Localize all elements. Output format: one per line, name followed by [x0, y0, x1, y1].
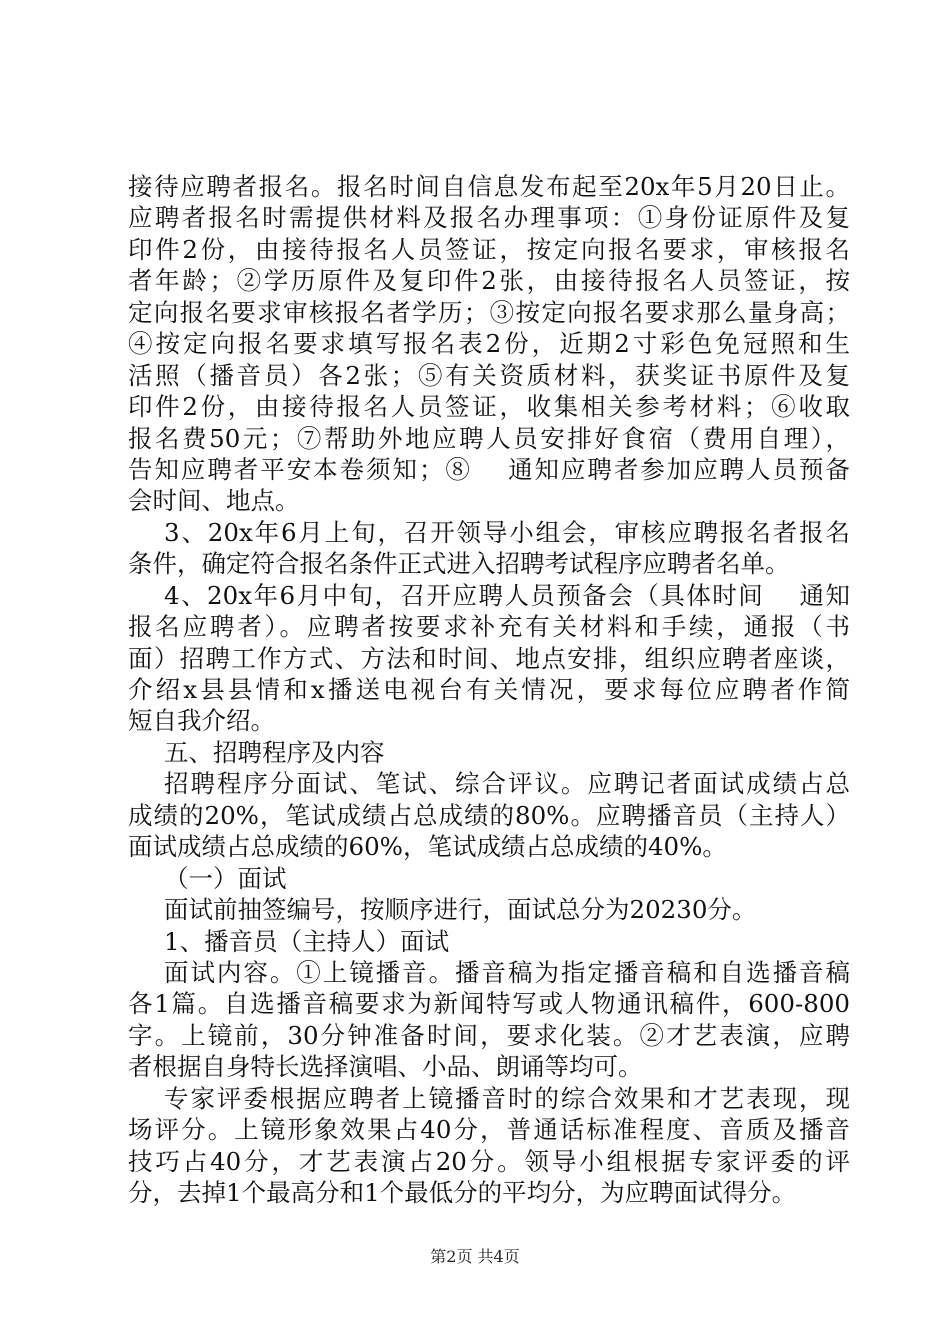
text-line: 报名应聘者）。应聘者按要求补充有关材料和手续，通报（书 [128, 612, 850, 642]
text-line: 4、20x年6月中旬，召开应聘人员预备会（具体时间 通知 [164, 580, 850, 610]
text-line: 场评分。上镜形象效果占40分，普通话标准程度、音质及播音 [128, 1115, 850, 1145]
document-body [128, 171, 850, 1208]
text-line: 条件，确定符合报名条件正式进入招聘考试程序应聘者名单。 [128, 549, 790, 579]
text-line: 成绩的20%，笔试成绩占总成绩的80%。应聘播音员（主持人） [128, 800, 850, 830]
text-line: 五、招聘程序及内容 [164, 737, 385, 767]
text-line: ④按定向报名要求填写报名表2份，近期2寸彩色免冠照和生 [128, 329, 850, 359]
text-line: 应聘者报名时需提供材料及报名办理事项：①身份证原件及复 [128, 203, 850, 233]
text-line: （一）面试 [164, 863, 287, 893]
paragraph [128, 863, 850, 894]
text-line: 分，去掉1个最高分和1个最低分的平均分，为应聘面试得分。 [128, 1178, 797, 1207]
text-line: 专家评委根据应聘者上镜播音时的综合效果和才艺表现，现 [164, 1083, 850, 1113]
paragraph [128, 768, 850, 862]
paragraph [128, 580, 850, 737]
paragraph [128, 1083, 850, 1209]
text-line: 字。上镜前，30分钟准备时间，要求化装。②才艺表演，应聘 [128, 1020, 850, 1050]
paragraph [128, 171, 850, 517]
text-line: 各1篇。自选播音稿要求为新闻特写或人物通讯稿件，600-800 [128, 989, 850, 1019]
text-line: 印件2份，由接待报名人员签证，按定向报名要求，审核报名 [128, 234, 850, 264]
text-line: 技巧占40分，才艺表演占20分。领导小组根据专家评委的评 [128, 1146, 850, 1176]
text-line: 会时间、地点。 [128, 486, 300, 516]
text-line: 招聘程序分面试、笔试、综合评议。应聘记者面试成绩占总 [164, 769, 850, 799]
text-line: 者根据自身特长选择演唱、小品、朗诵等均可。 [128, 1052, 643, 1082]
text-line: 者年龄；②学历原件及复印件2张，由接待报名人员签证，按 [128, 266, 850, 296]
text-line: 报名费50元；⑦帮助外地应聘人员安排好食宿（费用自理）， [128, 423, 850, 453]
paragraph [128, 957, 850, 1083]
paragraph [128, 737, 850, 768]
paragraph [128, 517, 850, 580]
text-line: 告知应聘者平安本卷须知；⑧ 通知应聘者参加应聘人员预备 [128, 454, 850, 484]
text-line: 活照（播音员）各2张；⑤有关资质材料，获奖证书原件及复 [128, 360, 850, 390]
text-line: 面试前抽签编号，按顺序进行，面试总分为20230分。 [164, 895, 757, 925]
text-line: 短自我介绍。 [128, 706, 275, 736]
text-line: 定向报名要求审核报名者学历；③按定向报名要求那么量身高； [128, 297, 850, 327]
text-line: 3、20x年6月上旬，召开领导小组会，审核应聘报名者报名 [164, 517, 850, 547]
text-line: 接待应聘者报名。报名时间自信息发布起至20x年5月20日止。 [128, 172, 850, 201]
text-line: 介绍x县县情和x播送电视台有关情况，要求每位应聘者作简 [128, 675, 850, 704]
text-line: 面）招聘工作方式、方法和时间、地点安排，组织应聘者座谈， [128, 643, 850, 673]
paragraph [128, 926, 850, 957]
paragraph [128, 894, 850, 925]
text-line: 面试内容。①上镜播音。播音稿为指定播音稿和自选播音稿 [164, 957, 850, 987]
page-footer: 第2页 共4页 [430, 1247, 520, 1266]
text-line: 面试成绩占总成绩的60%，笔试成绩占总成绩的40%。 [128, 832, 727, 862]
text-line: 印件2份，由接待报名人员签证，收集相关参考材料；⑥收取 [128, 392, 850, 422]
text-line: 1、播音员（主持人）面试 [164, 926, 450, 956]
